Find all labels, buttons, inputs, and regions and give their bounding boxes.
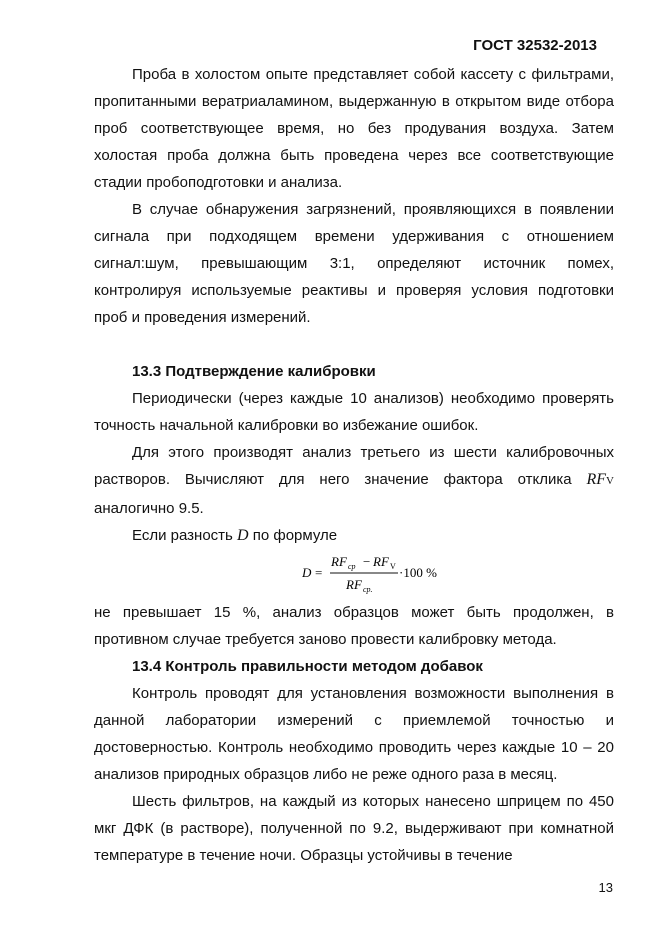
text-run: Для этого производят анализ третьего из шести калибровочных растворов. Вычисляют для него значение фактора отклика bbox=[94, 444, 614, 488]
section-13-4-title: 13.4 Контроль правильности методом добавок bbox=[132, 658, 483, 675]
paragraph-response-factor bbox=[94, 439, 614, 522]
text-run: Если разность bbox=[132, 527, 238, 544]
spacer bbox=[94, 331, 614, 358]
paragraph-threshold: не превышает 15 %, анализ образцов может быть продолжен, в противном случае требуется заново провести калибровку метода. bbox=[94, 604, 614, 648]
text-run: аналогично 9.5. bbox=[94, 500, 204, 517]
difference-formula bbox=[302, 551, 502, 595]
formula-num-rf2: RF bbox=[373, 554, 389, 569]
text-run: по формуле bbox=[248, 527, 338, 544]
paragraph-difference-intro bbox=[94, 522, 614, 549]
paragraph-six-filters: Шесть фильтров, на каждый из которых нанесено шприцем по 450 мкг ДФК (в растворе), полученной по 9.2, выдерживают при комнатной температуре в течение ночи. Образцы устойчивы в течение bbox=[94, 793, 614, 864]
section-13-3-title: 13.3 Подтверждение калибровки bbox=[132, 363, 376, 380]
formula-num-sub2: V bbox=[390, 562, 396, 571]
formula-lhs: D bbox=[302, 565, 312, 580]
rf-variable: RF bbox=[586, 471, 607, 488]
formula-num-sub1: ср bbox=[348, 562, 356, 571]
formula-equals: = bbox=[315, 565, 323, 580]
paragraph-control-purpose: Контроль проводят для установления возможности выполнения в данной лаборатории измерений с приемлемой точностью и достоверностью. Контроль необходимо проводить через каждые 10 – 20 анализов природных образцов либо не реже одного раза в месяц. bbox=[94, 685, 614, 783]
paragraph-contamination: В случае обнаружения загрязнений, проявляющихся в появлении сигнала при подходящем времени удерживания с отношением сигнал:шум, превышающим 3:1, определяют источник помех, контролируя используемые реактивы и проверяя условия подготовки проб и проведения измерений. bbox=[94, 201, 614, 326]
paragraph-blank-sample: Проба в холостом опыте представляет собой кассету с фильтрами, пропитанными вератриаламином, выдержанную в открытом виде отбора проб соответствующее время, но без продувания воздуха. Затем холостая проба должна быть проведена через все соответствующие стадии пробоподготовки и анализа. bbox=[94, 66, 614, 191]
formula-block bbox=[94, 551, 614, 595]
formula-minus: − bbox=[363, 554, 371, 569]
formula-den-sub: ср. bbox=[363, 585, 373, 594]
body-text bbox=[94, 61, 614, 869]
rf-subscript: V bbox=[606, 475, 614, 487]
standard-header: ГОСТ 32532-2013 bbox=[473, 37, 597, 54]
paragraph-periodic-check: Периодически (через каждые 10 анализов) необходимо проверять точность начальной калибровки во избежание ошибок. bbox=[94, 390, 614, 434]
formula-den-rf: RF bbox=[346, 577, 362, 592]
page-number: 13 bbox=[598, 880, 613, 895]
formula-tail: ·100 % bbox=[399, 565, 437, 580]
d-variable: D bbox=[237, 527, 249, 544]
formula-num-rf1: RF bbox=[331, 554, 347, 569]
